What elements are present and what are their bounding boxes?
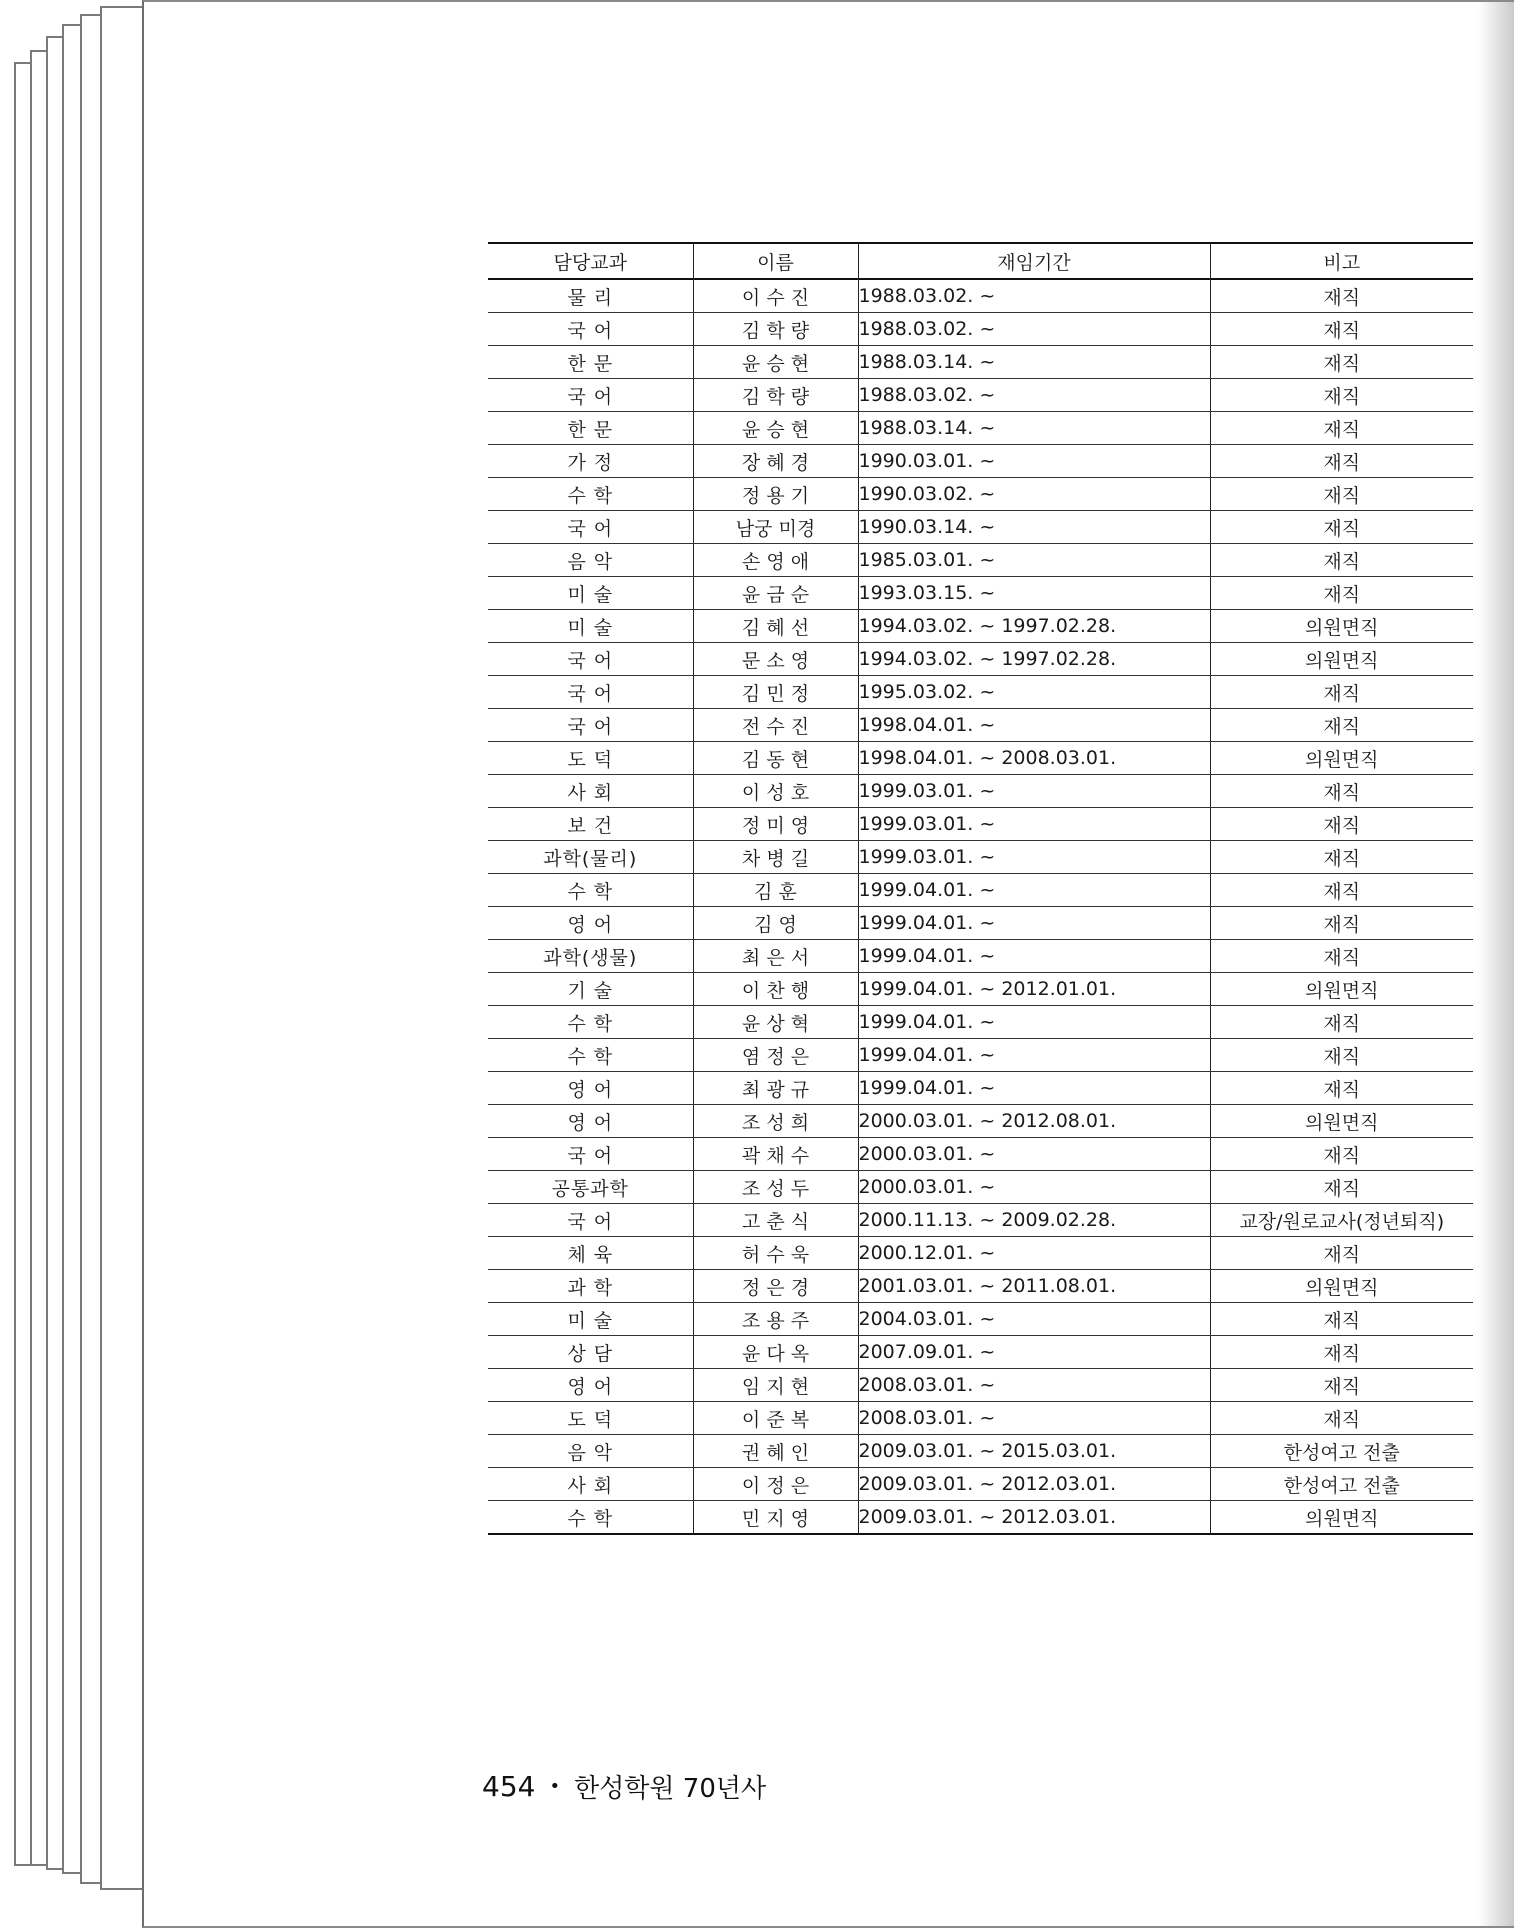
cell-note: 한성여고 전출 xyxy=(1210,1468,1473,1501)
cell-period: 2007.09.01. ~ xyxy=(858,1336,1210,1369)
cell-name: 임 지 현 xyxy=(693,1369,858,1402)
cell-name: 손 영 애 xyxy=(693,544,858,577)
cell-name: 윤 승 현 xyxy=(693,346,858,379)
cell-note: 재직 xyxy=(1210,874,1473,907)
cell-note: 재직 xyxy=(1210,1303,1473,1336)
cell-period: 1999.04.01. ~ xyxy=(858,1072,1210,1105)
cell-period: 1990.03.14. ~ xyxy=(858,511,1210,544)
cell-period: 1999.04.01. ~ xyxy=(858,907,1210,940)
table-row xyxy=(488,313,1473,346)
table-row xyxy=(488,412,1473,445)
cell-note: 의원면직 xyxy=(1210,1501,1473,1535)
cell-subject: 영 어 xyxy=(488,907,693,940)
table-body xyxy=(488,279,1473,1534)
cell-name: 이 성 호 xyxy=(693,775,858,808)
table-row xyxy=(488,1072,1473,1105)
cell-subject: 수 학 xyxy=(488,1006,693,1039)
cell-name: 최 은 서 xyxy=(693,940,858,973)
page-number: 454 xyxy=(482,1770,536,1803)
header-subject: 담당교과 xyxy=(488,243,693,279)
table-row xyxy=(488,775,1473,808)
cell-period: 2000.03.01. ~ xyxy=(858,1171,1210,1204)
cell-subject: 국 어 xyxy=(488,643,693,676)
table-row xyxy=(488,1336,1473,1369)
cell-subject: 사 회 xyxy=(488,1468,693,1501)
teacher-roster-table xyxy=(488,242,1473,1535)
cell-period: 1999.04.01. ~ xyxy=(858,1006,1210,1039)
table-row xyxy=(488,577,1473,610)
table-row xyxy=(488,676,1473,709)
cell-subject: 도 덕 xyxy=(488,1402,693,1435)
cell-period: 1999.03.01. ~ xyxy=(858,808,1210,841)
cell-note: 의원면직 xyxy=(1210,643,1473,676)
table-row xyxy=(488,478,1473,511)
cell-subject: 한 문 xyxy=(488,412,693,445)
table-row xyxy=(488,544,1473,577)
cell-period: 1993.03.15. ~ xyxy=(858,577,1210,610)
cell-name: 정 용 기 xyxy=(693,478,858,511)
cell-period: 2009.03.01. ~ 2012.03.01. xyxy=(858,1468,1210,1501)
cell-subject: 수 학 xyxy=(488,874,693,907)
cell-subject: 과학(생물) xyxy=(488,940,693,973)
cell-name: 윤 승 현 xyxy=(693,412,858,445)
cell-name: 이 수 진 xyxy=(693,279,858,313)
table-row xyxy=(488,808,1473,841)
cell-period: 1998.04.01. ~ 2008.03.01. xyxy=(858,742,1210,775)
cell-note: 재직 xyxy=(1210,511,1473,544)
cell-period: 1994.03.02. ~ 1997.02.28. xyxy=(858,610,1210,643)
cell-subject: 국 어 xyxy=(488,511,693,544)
cell-period: 2009.03.01. ~ 2015.03.01. xyxy=(858,1435,1210,1468)
table-row xyxy=(488,279,1473,313)
cell-subject: 국 어 xyxy=(488,379,693,412)
cell-note: 재직 xyxy=(1210,1369,1473,1402)
cell-name: 김 영 xyxy=(693,907,858,940)
cell-note: 의원면직 xyxy=(1210,1105,1473,1138)
cell-name: 전 수 진 xyxy=(693,709,858,742)
table-row xyxy=(488,346,1473,379)
cell-subject: 도 덕 xyxy=(488,742,693,775)
table-row xyxy=(488,1105,1473,1138)
cell-note: 재직 xyxy=(1210,841,1473,874)
cell-name: 정 미 영 xyxy=(693,808,858,841)
table-row xyxy=(488,874,1473,907)
cell-period: 2000.11.13. ~ 2009.02.28. xyxy=(858,1204,1210,1237)
cell-note: 재직 xyxy=(1210,1171,1473,1204)
cell-period: 2009.03.01. ~ 2012.03.01. xyxy=(858,1501,1210,1535)
cell-subject: 한 문 xyxy=(488,346,693,379)
footer-bullet: • xyxy=(549,1776,561,1797)
cell-note: 재직 xyxy=(1210,709,1473,742)
cell-note: 재직 xyxy=(1210,445,1473,478)
cell-subject: 국 어 xyxy=(488,313,693,346)
table-row xyxy=(488,1039,1473,1072)
table-row xyxy=(488,709,1473,742)
cell-subject: 음 악 xyxy=(488,1435,693,1468)
cell-name: 윤 상 혁 xyxy=(693,1006,858,1039)
cell-period: 2000.03.01. ~ xyxy=(858,1138,1210,1171)
table-row xyxy=(488,742,1473,775)
cell-name: 김 민 정 xyxy=(693,676,858,709)
table-row xyxy=(488,643,1473,676)
cell-period: 1999.04.01. ~ 2012.01.01. xyxy=(858,973,1210,1006)
cell-note: 재직 xyxy=(1210,1237,1473,1270)
cell-name: 김 훈 xyxy=(693,874,858,907)
cell-period: 1999.03.01. ~ xyxy=(858,841,1210,874)
cell-subject: 과학(물리) xyxy=(488,841,693,874)
cell-name: 남궁 미경 xyxy=(693,511,858,544)
cell-subject: 미 술 xyxy=(488,577,693,610)
cell-note: 재직 xyxy=(1210,577,1473,610)
cell-period: 2008.03.01. ~ xyxy=(858,1369,1210,1402)
cell-period: 1990.03.01. ~ xyxy=(858,445,1210,478)
cell-subject: 수 학 xyxy=(488,1039,693,1072)
cell-period: 1999.04.01. ~ xyxy=(858,940,1210,973)
cell-subject: 과 학 xyxy=(488,1270,693,1303)
cell-subject: 가 정 xyxy=(488,445,693,478)
cell-period: 1998.04.01. ~ xyxy=(858,709,1210,742)
cell-name: 차 병 길 xyxy=(693,841,858,874)
book-page xyxy=(142,0,1514,1928)
cell-subject: 사 회 xyxy=(488,775,693,808)
cell-name: 이 준 복 xyxy=(693,1402,858,1435)
cell-period: 1988.03.02. ~ xyxy=(858,279,1210,313)
cell-period: 1988.03.02. ~ xyxy=(858,379,1210,412)
table-row xyxy=(488,610,1473,643)
cell-subject: 상 담 xyxy=(488,1336,693,1369)
cell-subject: 국 어 xyxy=(488,676,693,709)
cell-note: 재직 xyxy=(1210,379,1473,412)
table-row xyxy=(488,907,1473,940)
cell-name: 김 학 량 xyxy=(693,379,858,412)
cell-name: 권 혜 인 xyxy=(693,1435,858,1468)
table-row xyxy=(488,973,1473,1006)
table-row xyxy=(488,445,1473,478)
cell-name: 김 혜 선 xyxy=(693,610,858,643)
cell-note: 재직 xyxy=(1210,907,1473,940)
cell-name: 이 찬 행 xyxy=(693,973,858,1006)
cell-subject: 체 육 xyxy=(488,1237,693,1270)
cell-subject: 수 학 xyxy=(488,1501,693,1535)
cell-note: 의원면직 xyxy=(1210,610,1473,643)
cell-period: 2008.03.01. ~ xyxy=(858,1402,1210,1435)
cell-note: 재직 xyxy=(1210,313,1473,346)
cell-name: 김 학 량 xyxy=(693,313,858,346)
table-row xyxy=(488,1006,1473,1039)
cell-note: 의원면직 xyxy=(1210,973,1473,1006)
cell-note: 의원면직 xyxy=(1210,742,1473,775)
cell-note: 재직 xyxy=(1210,346,1473,379)
cell-note: 재직 xyxy=(1210,279,1473,313)
cell-note: 재직 xyxy=(1210,1006,1473,1039)
cell-period: 1988.03.02. ~ xyxy=(858,313,1210,346)
cell-period: 1999.04.01. ~ xyxy=(858,874,1210,907)
header-note: 비고 xyxy=(1210,243,1473,279)
cell-name: 김 동 현 xyxy=(693,742,858,775)
cell-subject: 국 어 xyxy=(488,1204,693,1237)
cell-period: 1988.03.14. ~ xyxy=(858,346,1210,379)
table-row xyxy=(488,841,1473,874)
cell-note: 재직 xyxy=(1210,1402,1473,1435)
cell-subject: 미 술 xyxy=(488,1303,693,1336)
cell-note: 재직 xyxy=(1210,478,1473,511)
cell-subject: 국 어 xyxy=(488,709,693,742)
cell-note: 의원면직 xyxy=(1210,1270,1473,1303)
cell-note: 한성여고 전출 xyxy=(1210,1435,1473,1468)
cell-subject: 공통과학 xyxy=(488,1171,693,1204)
cell-name: 문 소 영 xyxy=(693,643,858,676)
cell-name: 곽 채 수 xyxy=(693,1138,858,1171)
cell-note: 재직 xyxy=(1210,775,1473,808)
cell-subject: 미 술 xyxy=(488,610,693,643)
cell-subject: 영 어 xyxy=(488,1072,693,1105)
cell-period: 2004.03.01. ~ xyxy=(858,1303,1210,1336)
cell-name: 윤 다 옥 xyxy=(693,1336,858,1369)
cell-note: 재직 xyxy=(1210,676,1473,709)
cell-subject: 음 악 xyxy=(488,544,693,577)
cell-subject: 보 건 xyxy=(488,808,693,841)
cell-name: 이 정 은 xyxy=(693,1468,858,1501)
cell-period: 2001.03.01. ~ 2011.08.01. xyxy=(858,1270,1210,1303)
table-row xyxy=(488,379,1473,412)
table-row xyxy=(488,1468,1473,1501)
cell-note: 재직 xyxy=(1210,1072,1473,1105)
cell-note: 교장/원로교사(정년퇴직) xyxy=(1210,1204,1473,1237)
cell-name: 조 성 희 xyxy=(693,1105,858,1138)
cell-note: 재직 xyxy=(1210,1039,1473,1072)
cell-subject: 국 어 xyxy=(488,1138,693,1171)
cell-subject: 영 어 xyxy=(488,1369,693,1402)
cell-note: 재직 xyxy=(1210,412,1473,445)
cell-period: 1995.03.02. ~ xyxy=(858,676,1210,709)
cell-note: 재직 xyxy=(1210,1138,1473,1171)
cell-period: 1999.03.01. ~ xyxy=(858,775,1210,808)
cell-name: 조 용 주 xyxy=(693,1303,858,1336)
cell-name: 염 정 은 xyxy=(693,1039,858,1072)
table-row xyxy=(488,1435,1473,1468)
table-row xyxy=(488,1303,1473,1336)
table-row xyxy=(488,1171,1473,1204)
cell-period: 2000.03.01. ~ 2012.08.01. xyxy=(858,1105,1210,1138)
cell-subject: 물 리 xyxy=(488,279,693,313)
cell-name: 최 광 규 xyxy=(693,1072,858,1105)
cell-period: 1988.03.14. ~ xyxy=(858,412,1210,445)
cell-name: 정 은 경 xyxy=(693,1270,858,1303)
cell-name: 민 지 영 xyxy=(693,1501,858,1535)
table-row xyxy=(488,1402,1473,1435)
cell-name: 윤 금 순 xyxy=(693,577,858,610)
cell-period: 2000.12.01. ~ xyxy=(858,1237,1210,1270)
cell-subject: 기 술 xyxy=(488,973,693,1006)
table-row xyxy=(488,1270,1473,1303)
page-shadow xyxy=(1478,2,1514,1926)
table-row xyxy=(488,1369,1473,1402)
table-row xyxy=(488,940,1473,973)
page-footer xyxy=(482,1768,766,1805)
table-row xyxy=(488,511,1473,544)
header-period: 재임기간 xyxy=(858,243,1210,279)
cell-name: 고 춘 식 xyxy=(693,1204,858,1237)
cell-period: 1985.03.01. ~ xyxy=(858,544,1210,577)
table-row xyxy=(488,1204,1473,1237)
table-row xyxy=(488,1501,1473,1535)
cell-name: 허 수 욱 xyxy=(693,1237,858,1270)
cell-name: 장 혜 경 xyxy=(693,445,858,478)
book-title: 한성학원 70년사 xyxy=(574,1774,767,1804)
table-row xyxy=(488,1237,1473,1270)
table-row xyxy=(488,1138,1473,1171)
table-header-row xyxy=(488,243,1473,279)
cell-period: 1994.03.02. ~ 1997.02.28. xyxy=(858,643,1210,676)
header-name: 이름 xyxy=(693,243,858,279)
cell-note: 재직 xyxy=(1210,544,1473,577)
cell-period: 1990.03.02. ~ xyxy=(858,478,1210,511)
cell-period: 1999.04.01. ~ xyxy=(858,1039,1210,1072)
cell-subject: 영 어 xyxy=(488,1105,693,1138)
cell-note: 재직 xyxy=(1210,940,1473,973)
cell-subject: 수 학 xyxy=(488,478,693,511)
cell-note: 재직 xyxy=(1210,808,1473,841)
cell-note: 재직 xyxy=(1210,1336,1473,1369)
cell-name: 조 성 두 xyxy=(693,1171,858,1204)
